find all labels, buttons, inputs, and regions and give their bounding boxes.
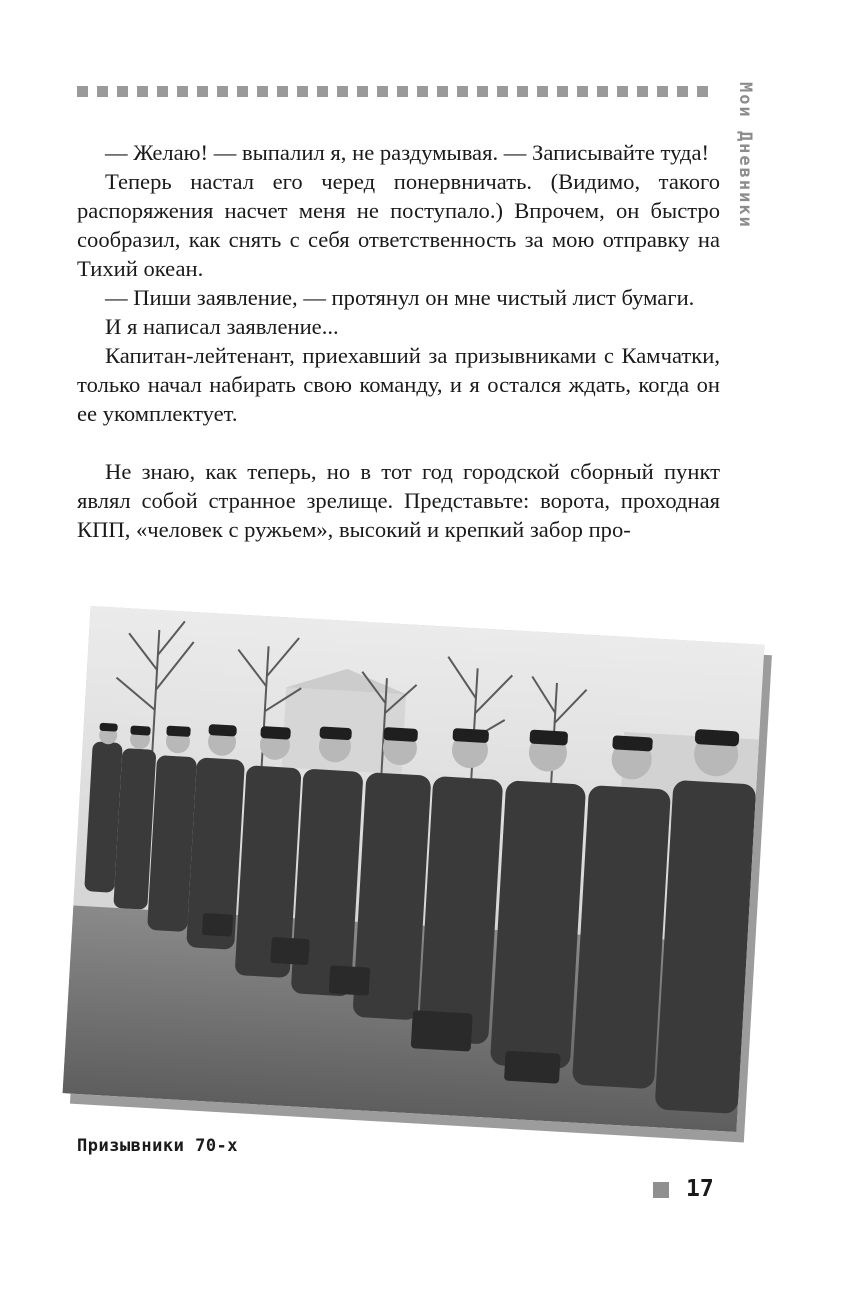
- body-text: [77, 138, 720, 544]
- page-number: 17: [686, 1176, 714, 1202]
- paragraph: — Пиши заявление, — протянул он мне чистый лист бумаги.: [105, 285, 695, 310]
- paragraph: Капитан-лейтенант, приехавший за призывниками с Камчатки, только начал набирать свою команду, и я остался ждать, когда он ее укомплектует.: [77, 343, 720, 426]
- page-marker-square: [653, 1182, 669, 1198]
- paragraph: Не знаю, как теперь, но в тот год городской сборный пункт являл собой странное зрелище. Представьте: ворота, проходная КПП, «человек с ружьем», высокий и крепкий забор про-: [77, 459, 720, 542]
- paragraph: Теперь настал его черед понервничать. (Видимо, такого распоряжения насчет меня не поступало.) Впрочем, он быстро сообразил, как снять с себя ответственность за мою отправку на Тихий океан.: [77, 169, 720, 281]
- paragraph: — Желаю! — выпалил я, не раздумывая. — Записывайте туда!: [105, 140, 709, 165]
- running-head: Мои Дневники: [735, 82, 755, 229]
- header-dash-rule: [77, 86, 717, 97]
- paragraph: И я написал заявление...: [105, 314, 339, 339]
- photo-caption: Призывники 70-х: [77, 1136, 239, 1156]
- conscripts-photo: [63, 606, 765, 1132]
